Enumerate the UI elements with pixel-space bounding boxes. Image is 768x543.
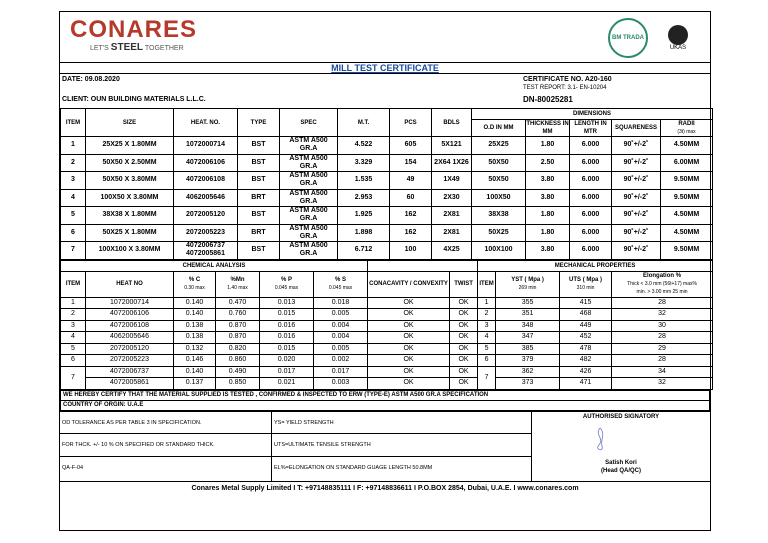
cell-elongation: 32 bbox=[612, 378, 713, 390]
cell-uts: 471 bbox=[560, 378, 612, 390]
crown-icon bbox=[668, 25, 688, 45]
cell-heat: 2072005223 bbox=[86, 355, 174, 367]
cell-type: BRT bbox=[238, 189, 280, 207]
col-squareness: SQUARENESS bbox=[612, 120, 661, 137]
cell-heat: 4072006108 bbox=[86, 320, 174, 332]
cell-p: 0.020 bbox=[260, 355, 314, 367]
cell-radii: 4.50MM bbox=[661, 224, 713, 242]
cell-s: 0.004 bbox=[314, 332, 368, 344]
cell-item: 6 bbox=[61, 224, 86, 242]
cell-pcs: 162 bbox=[390, 207, 432, 225]
cell-bdls: 1X49 bbox=[432, 172, 472, 190]
cell-pcs: 162 bbox=[390, 224, 432, 242]
cell-squareness: 90˚+/-2˚ bbox=[612, 154, 661, 172]
col-spec: SPEC bbox=[280, 109, 338, 137]
signatory-name-block bbox=[532, 459, 710, 475]
col-bdls: BDLS bbox=[432, 109, 472, 137]
cell-spec: ASTM A500 GR.A bbox=[280, 207, 338, 225]
header bbox=[60, 12, 710, 63]
col-s bbox=[314, 271, 368, 297]
cell-p: 0.013 bbox=[260, 297, 314, 309]
cell-radii: 6.00MM bbox=[661, 154, 713, 172]
cell-od: 38X38 bbox=[472, 207, 526, 225]
cell-uts: 452 bbox=[560, 332, 612, 344]
cell-pcs: 60 bbox=[390, 189, 432, 207]
dn-number: DN-80025281 bbox=[523, 95, 573, 104]
cell-bdls: 5X121 bbox=[432, 137, 472, 155]
cell-uts: 478 bbox=[560, 343, 612, 355]
cell-c: 0.138 bbox=[174, 320, 216, 332]
certificate-no: CERTIFICATE NO. A20-160 bbox=[523, 76, 612, 83]
cell-squareness: 90˚+/-2˚ bbox=[612, 224, 661, 242]
certificate-sheet bbox=[59, 11, 711, 531]
cell-spec: ASTM A500 GR.A bbox=[280, 242, 338, 260]
cell-thickness: 3.80 bbox=[526, 189, 570, 207]
elong-label: Elongation % bbox=[643, 273, 682, 279]
cell-od: 25X25 bbox=[472, 137, 526, 155]
table-row bbox=[61, 154, 713, 172]
cell-type: BST bbox=[238, 137, 280, 155]
cell-mt: 1.925 bbox=[338, 207, 390, 225]
cell-squareness: 90˚+/-2˚ bbox=[612, 189, 661, 207]
col-p bbox=[260, 271, 314, 297]
elong-sub1: Thick < 3.0 mm (56t+17) max% bbox=[627, 281, 697, 287]
cell-type: BST bbox=[238, 207, 280, 225]
s-sub: 0.045 max bbox=[328, 285, 353, 291]
cell-item: 3 bbox=[61, 172, 86, 190]
cell-yst: 351 bbox=[496, 309, 560, 321]
cell-s: 0.002 bbox=[314, 355, 368, 367]
col-c bbox=[174, 271, 216, 297]
table-row bbox=[61, 172, 713, 190]
client: CLIENT: OUN BUILDING MATERIALS L.L.C. bbox=[62, 96, 206, 103]
table-row bbox=[61, 137, 713, 155]
ukas-text: UKAS bbox=[669, 45, 687, 51]
cell-length: 6.000 bbox=[570, 172, 612, 190]
cell-mech-item: 4 bbox=[478, 332, 496, 344]
cell-item: 1 bbox=[61, 297, 86, 309]
ukas-logo bbox=[658, 18, 698, 58]
cell-elongation: 28 bbox=[612, 332, 713, 344]
cell-heat: 4062005646 bbox=[174, 189, 238, 207]
cell-radii: 4.50MM bbox=[661, 207, 713, 225]
table-row bbox=[61, 343, 713, 355]
signatory-block bbox=[532, 412, 710, 481]
note-od-tolerance: OD TOLERANCE AS PER TABLE 3 IN SPECIFICATION. bbox=[60, 412, 271, 435]
cell-mn: 0.470 bbox=[216, 297, 260, 309]
table-row bbox=[61, 378, 713, 390]
cell-yst: 373 bbox=[496, 378, 560, 390]
origin-text: COUNTRY OF ORGIN: U.A.E bbox=[61, 400, 710, 410]
col-uts bbox=[560, 271, 612, 297]
cell-c: 0.140 bbox=[174, 309, 216, 321]
company-tagline bbox=[90, 42, 197, 53]
radii-label: RADII bbox=[678, 121, 695, 127]
cell-item: 5 bbox=[61, 207, 86, 225]
cell-spec: ASTM A500 GR.A bbox=[280, 137, 338, 155]
cell-squareness: 90˚+/-2˚ bbox=[612, 242, 661, 260]
signatory-name: Satish Kori bbox=[605, 459, 637, 466]
cell-heat: 2072005120 bbox=[86, 343, 174, 355]
note-el: EL%=ELONGATION ON STANDARD GUAGE LENGTH 50.8MM bbox=[274, 464, 433, 471]
cell-type: BST bbox=[238, 242, 280, 260]
tagline-main: STEEL bbox=[110, 42, 144, 53]
table-row bbox=[61, 297, 713, 309]
cell-thickness: 2.50 bbox=[526, 154, 570, 172]
cell-heat: 4072005861 bbox=[86, 378, 174, 390]
cell-heat: 2072005120 bbox=[174, 207, 238, 225]
signatory-role: (Head QA/QC) bbox=[600, 467, 641, 474]
col-mn bbox=[216, 271, 260, 297]
cell-elongation: 29 bbox=[612, 343, 713, 355]
cell-elongation: 34 bbox=[612, 366, 713, 378]
col-pcs: PCS bbox=[390, 109, 432, 137]
cell-mn: 0.490 bbox=[216, 366, 260, 378]
uts-sub: 310 min bbox=[576, 285, 595, 291]
cell-s: 0.004 bbox=[314, 320, 368, 332]
cell-od: 50X50 bbox=[472, 172, 526, 190]
cell-pcs: 605 bbox=[390, 137, 432, 155]
dimensions-table bbox=[60, 108, 713, 260]
cell-s: 0.005 bbox=[314, 343, 368, 355]
cell-spec: ASTM A500 GR.A bbox=[280, 189, 338, 207]
date: DATE: 09.08.2020 bbox=[62, 76, 120, 83]
cell-mn: 0.760 bbox=[216, 309, 260, 321]
cell-item: 2 bbox=[61, 309, 86, 321]
cell-squareness: 90˚+/-2˚ bbox=[612, 207, 661, 225]
cell-mech-item: 7 bbox=[478, 366, 496, 389]
cell-concavity: OK bbox=[368, 332, 450, 344]
cell-s: 0.003 bbox=[314, 378, 368, 390]
s-label: % S bbox=[335, 277, 347, 283]
certification-statement bbox=[60, 390, 710, 411]
cell-size: 50X50 X 2.50MM bbox=[86, 154, 174, 172]
cell-spec: ASTM A500 GR.A bbox=[280, 224, 338, 242]
cell-p: 0.016 bbox=[260, 332, 314, 344]
cell-mn: 0.850 bbox=[216, 378, 260, 390]
cell-radii: 4.50MM bbox=[661, 137, 713, 155]
cell-item: 3 bbox=[61, 320, 86, 332]
mech-title: MECHANICAL PROPERTIES bbox=[478, 260, 713, 271]
cell-uts: 449 bbox=[560, 320, 612, 332]
cell-radii: 9.50MM bbox=[661, 172, 713, 190]
cell-mn: 0.870 bbox=[216, 320, 260, 332]
cell-squareness: 90˚+/-2˚ bbox=[612, 137, 661, 155]
cell-od: 100X50 bbox=[472, 189, 526, 207]
cell-concavity: OK bbox=[368, 366, 450, 378]
tolerance-notes bbox=[60, 412, 272, 481]
c-label: % C bbox=[188, 277, 201, 283]
col-radii bbox=[661, 120, 713, 137]
col-item: ITEM bbox=[61, 271, 86, 297]
cell-heat: 2072005223 bbox=[174, 224, 238, 242]
cell-size: 100X100 X 3.80MM bbox=[86, 242, 174, 260]
cell-item: 5 bbox=[61, 343, 86, 355]
cell-type: BST bbox=[238, 172, 280, 190]
cell-yst: 347 bbox=[496, 332, 560, 344]
cell-thickness: 1.80 bbox=[526, 224, 570, 242]
cell-mn: 0.870 bbox=[216, 332, 260, 344]
cell-twist: OK bbox=[450, 355, 478, 367]
note-ys: YS= YIELD STRENGTH bbox=[272, 412, 531, 435]
cell-twist: OK bbox=[450, 320, 478, 332]
cell-p: 0.015 bbox=[260, 343, 314, 355]
table-row bbox=[61, 355, 713, 367]
document-title: MILL TEST CERTIFICATE bbox=[60, 63, 710, 74]
cell-bdls: 2X64 1X26 bbox=[432, 154, 472, 172]
col-od: O.D IN MM bbox=[472, 120, 526, 137]
cell-heat: 4072006106 bbox=[86, 309, 174, 321]
cell-length: 6.000 bbox=[570, 137, 612, 155]
cell-uts: 426 bbox=[560, 366, 612, 378]
cell-concavity: OK bbox=[368, 309, 450, 321]
cell-elongation: 30 bbox=[612, 320, 713, 332]
cell-heat: 4072006737 4072005861 bbox=[174, 242, 238, 260]
cell-yst: 355 bbox=[496, 297, 560, 309]
cell-thickness: 1.80 bbox=[526, 207, 570, 225]
note-form-code: QA-F-04 bbox=[62, 464, 84, 471]
contact-footer: Conares Metal Supply Limited I T: +97148835111 I F: +97148836611 I P.O.BOX 2854, Dubai, U.A.E. I www.conares.com bbox=[60, 481, 710, 494]
cell-heat: 1072000714 bbox=[86, 297, 174, 309]
cell-thickness: 1.80 bbox=[526, 137, 570, 155]
cell-item: 4 bbox=[61, 332, 86, 344]
cell-c: 0.132 bbox=[174, 343, 216, 355]
cell-size: 50X25 X 1.80MM bbox=[86, 224, 174, 242]
cell-item: 7 bbox=[61, 366, 86, 389]
note-thickness: FOR THCK. +/- 10 % ON SPECIFIED OR STANDARD THICK. bbox=[60, 434, 271, 457]
cell-yst: 379 bbox=[496, 355, 560, 367]
uts-label: UTS ( Mpa ) bbox=[569, 277, 603, 283]
cell-c: 0.140 bbox=[174, 297, 216, 309]
cell-heat: 4062005646 bbox=[86, 332, 174, 344]
cell-mt: 1.535 bbox=[338, 172, 390, 190]
mn-label: %Mn bbox=[230, 277, 245, 283]
elong-sub2: min. > 3.00 mm 25 min bbox=[636, 289, 688, 295]
cell-mn: 0.860 bbox=[216, 355, 260, 367]
cell-twist: OK bbox=[450, 343, 478, 355]
col-item: ITEM bbox=[61, 109, 86, 137]
table-row bbox=[61, 242, 713, 260]
cell-spec: ASTM A500 GR.A bbox=[280, 154, 338, 172]
col-size: SIZE bbox=[86, 109, 174, 137]
chem-title-spacer bbox=[368, 260, 478, 271]
cell-od: 100X100 bbox=[472, 242, 526, 260]
cell-radii: 9.50MM bbox=[661, 242, 713, 260]
cell-heat: 4072006737 bbox=[86, 366, 174, 378]
cell-s: 0.005 bbox=[314, 309, 368, 321]
cell-c: 0.138 bbox=[174, 332, 216, 344]
note-uts: UTS=ULTIMATE TENSILE STRENGTH bbox=[272, 434, 531, 457]
col-mt: M.T. bbox=[338, 109, 390, 137]
cell-item: 1 bbox=[61, 137, 86, 155]
cell-length: 6.000 bbox=[570, 207, 612, 225]
cell-length: 6.000 bbox=[570, 224, 612, 242]
cell-elongation: 32 bbox=[612, 309, 713, 321]
abbreviation-notes bbox=[272, 412, 532, 481]
cell-yst: 385 bbox=[496, 343, 560, 355]
mn-sub: 1.40 max bbox=[227, 285, 248, 291]
cell-item: 6 bbox=[61, 355, 86, 367]
table-row bbox=[61, 309, 713, 321]
cell-mt: 6.712 bbox=[338, 242, 390, 260]
cell-uts: 482 bbox=[560, 355, 612, 367]
p-label: % P bbox=[280, 277, 292, 283]
cell-elongation: 28 bbox=[612, 297, 713, 309]
cell-size: 100X50 X 3.80MM bbox=[86, 189, 174, 207]
cell-od: 50X50 bbox=[472, 154, 526, 172]
cell-item: 2 bbox=[61, 154, 86, 172]
col-concavity: CONACAVITY / CONVEXITY bbox=[368, 271, 450, 297]
cell-pcs: 100 bbox=[390, 242, 432, 260]
table-row bbox=[61, 224, 713, 242]
cell-concavity: OK bbox=[368, 297, 450, 309]
p-sub: 0.045 max bbox=[274, 285, 299, 291]
certify-text: WE HEREBY CERTIFY THAT THE MATERIAL SUPPLIED IS TESTED , CONFIRMED & INSPECTED TO ERW (TYPE-E) ASTM A500 GR.A SPECIFICATION bbox=[61, 390, 710, 400]
table-row bbox=[61, 332, 713, 344]
cell-yst: 362 bbox=[496, 366, 560, 378]
notes-and-signature bbox=[60, 411, 710, 481]
cell-p: 0.016 bbox=[260, 320, 314, 332]
cell-mech-item: 3 bbox=[478, 320, 496, 332]
cell-twist: OK bbox=[450, 366, 478, 378]
cell-length: 6.000 bbox=[570, 189, 612, 207]
cell-heat: 4072006108 bbox=[174, 172, 238, 190]
certificate-meta bbox=[60, 74, 710, 108]
col-length: LENGTH IN MTR bbox=[570, 120, 612, 137]
bm-trada-logo bbox=[608, 18, 648, 58]
cell-bdls: 4X25 bbox=[432, 242, 472, 260]
cell-uts: 468 bbox=[560, 309, 612, 321]
col-elongation bbox=[612, 271, 713, 297]
cell-concavity: OK bbox=[368, 378, 450, 390]
cell-size: 50X50 X 3.80MM bbox=[86, 172, 174, 190]
cell-bdls: 2X81 bbox=[432, 224, 472, 242]
cell-mech-item: 1 bbox=[478, 297, 496, 309]
cell-twist: OK bbox=[450, 378, 478, 390]
c-sub: 0.30 max bbox=[184, 285, 205, 291]
cell-od: 50X25 bbox=[472, 224, 526, 242]
cell-p: 0.021 bbox=[260, 378, 314, 390]
col-thickness: THICKNESS IN MM bbox=[526, 121, 569, 135]
cell-mech-item: 2 bbox=[478, 309, 496, 321]
signature-mark bbox=[592, 426, 608, 454]
cell-spec: ASTM A500 GR.A bbox=[280, 172, 338, 190]
cell-pcs: 154 bbox=[390, 154, 432, 172]
cell-size: 38X38 X 1.80MM bbox=[86, 207, 174, 225]
table-row bbox=[61, 207, 713, 225]
cell-twist: OK bbox=[450, 297, 478, 309]
chem-title: CHEMICAL ANALYSIS bbox=[61, 260, 368, 271]
cell-s: 0.017 bbox=[314, 366, 368, 378]
col-yst bbox=[496, 271, 560, 297]
cell-twist: OK bbox=[450, 332, 478, 344]
table-row bbox=[61, 320, 713, 332]
company-name: CONARES bbox=[70, 16, 198, 43]
cell-pcs: 49 bbox=[390, 172, 432, 190]
cell-size: 25X25 X 1.80MM bbox=[86, 137, 174, 155]
company-logo bbox=[70, 18, 197, 53]
col-type: TYPE bbox=[238, 109, 280, 137]
table-row bbox=[61, 189, 713, 207]
radii-sub: (3t) max bbox=[677, 129, 696, 135]
cell-yst: 348 bbox=[496, 320, 560, 332]
cell-item: 4 bbox=[61, 189, 86, 207]
cell-type: BST bbox=[238, 154, 280, 172]
cell-squareness: 90˚+/-2˚ bbox=[612, 172, 661, 190]
col-dimensions: DIMENSIONS bbox=[472, 109, 713, 120]
cell-concavity: OK bbox=[368, 320, 450, 332]
cell-twist: OK bbox=[450, 309, 478, 321]
cell-p: 0.017 bbox=[260, 366, 314, 378]
cell-heat: 4072006106 bbox=[174, 154, 238, 172]
signatory-title: AUTHORISED SIGNATORY bbox=[582, 413, 660, 420]
cell-elongation: 28 bbox=[612, 355, 713, 367]
cell-mech-item: 5 bbox=[478, 343, 496, 355]
cell-c: 0.146 bbox=[174, 355, 216, 367]
tagline-pre: LET'S bbox=[90, 45, 109, 52]
cell-p: 0.015 bbox=[260, 309, 314, 321]
tagline-post: TOGETHER bbox=[144, 45, 184, 52]
certification-logos bbox=[608, 18, 698, 58]
cell-item: 7 bbox=[61, 242, 86, 260]
cell-c: 0.137 bbox=[174, 378, 216, 390]
cell-radii: 9.50MM bbox=[661, 189, 713, 207]
cell-bdls: 2X81 bbox=[432, 207, 472, 225]
cell-thickness: 3.80 bbox=[526, 172, 570, 190]
cell-heat: 1072000714 bbox=[174, 137, 238, 155]
cell-mt: 4.522 bbox=[338, 137, 390, 155]
cell-thickness: 3.80 bbox=[526, 242, 570, 260]
cell-uts: 415 bbox=[560, 297, 612, 309]
yst-label: YST ( Mpa ) bbox=[511, 277, 544, 283]
chemical-mechanical-table bbox=[60, 260, 713, 390]
cell-s: 0.018 bbox=[314, 297, 368, 309]
cell-mt: 2.953 bbox=[338, 189, 390, 207]
col-mech-item: ITEM bbox=[478, 271, 496, 297]
cell-c: 0.140 bbox=[174, 366, 216, 378]
cell-bdls: 2X30 bbox=[432, 189, 472, 207]
cell-mt: 1.898 bbox=[338, 224, 390, 242]
cell-mn: 0.820 bbox=[216, 343, 260, 355]
cell-concavity: OK bbox=[368, 343, 450, 355]
test-report: TEST REPORT: 3.1- EN-10204 bbox=[523, 85, 607, 91]
cell-length: 6.000 bbox=[570, 242, 612, 260]
cell-length: 6.000 bbox=[570, 154, 612, 172]
col-heat: HEAT NO bbox=[86, 271, 174, 297]
cell-concavity: OK bbox=[368, 355, 450, 367]
bm-trada-text: BM TRADA bbox=[612, 35, 644, 41]
yst-sub: 269 min bbox=[518, 285, 537, 291]
col-twist: TWIST bbox=[450, 271, 478, 297]
cell-type: BRT bbox=[238, 224, 280, 242]
cell-mech-item: 6 bbox=[478, 355, 496, 367]
table-row bbox=[61, 366, 713, 378]
col-heat: HEAT. NO. bbox=[174, 109, 238, 137]
cell-mt: 3.329 bbox=[338, 154, 390, 172]
